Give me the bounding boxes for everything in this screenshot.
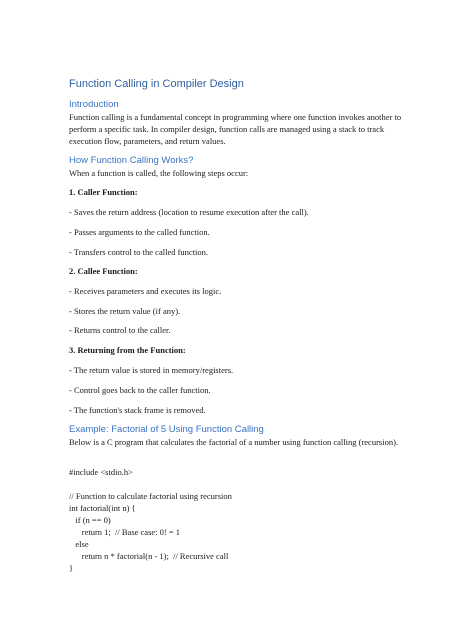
code-line: // Function to calculate factorial using recursion — [69, 491, 232, 501]
code-line: else — [69, 539, 89, 549]
code-line: int factorial(int n) { — [69, 503, 136, 513]
list-item: - Stores the return value (if any). — [69, 306, 181, 316]
how-heading: How Function Calling Works? — [69, 155, 194, 166]
list-item: - Returns control to the caller. — [69, 325, 171, 335]
caller-heading: 1. Caller Function: — [69, 187, 138, 197]
intro-heading: Introduction — [69, 99, 119, 110]
code-line: return n * factorial(n - 1); // Recursive call — [69, 551, 229, 561]
page-title: Function Calling in Compiler Design — [69, 78, 244, 90]
how-paragraph: When a function is called, the following steps occur: — [69, 168, 249, 178]
code-include: #include <stdio.h> — [69, 467, 133, 477]
list-item: - Receives parameters and executes its logic. — [69, 286, 222, 296]
code-line: } — [69, 563, 74, 573]
intro-paragraph: Function calling is a fundamental concept in programming where one function invokes another to perform a specific task. In compiler design, function calls are managed using a stack to track execution flow, parameters, and return values. — [69, 112, 402, 146]
list-item: - Saves the return address (location to resume execution after the call). — [69, 207, 309, 217]
code-line: return 1; // Base case: 0! = 1 — [69, 527, 181, 537]
return-heading: 3. Returning from the Function: — [69, 345, 186, 355]
example-paragraph: Below is a C program that calculates the factorial of a number using function calling (recursion). — [69, 437, 399, 447]
example-heading: Example: Factorial of 5 Using Function Calling — [69, 424, 264, 435]
callee-heading: 2. Callee Function: — [69, 266, 138, 276]
list-item: - Passes arguments to the called function. — [69, 227, 210, 237]
list-item: - The return value is stored in memory/registers. — [69, 365, 234, 375]
list-item: - Control goes back to the caller function. — [69, 385, 211, 395]
list-item: - Transfers control to the called function. — [69, 247, 209, 257]
code-line: if (n == 0) — [69, 515, 111, 525]
list-item: - The function's stack frame is removed. — [69, 405, 206, 415]
